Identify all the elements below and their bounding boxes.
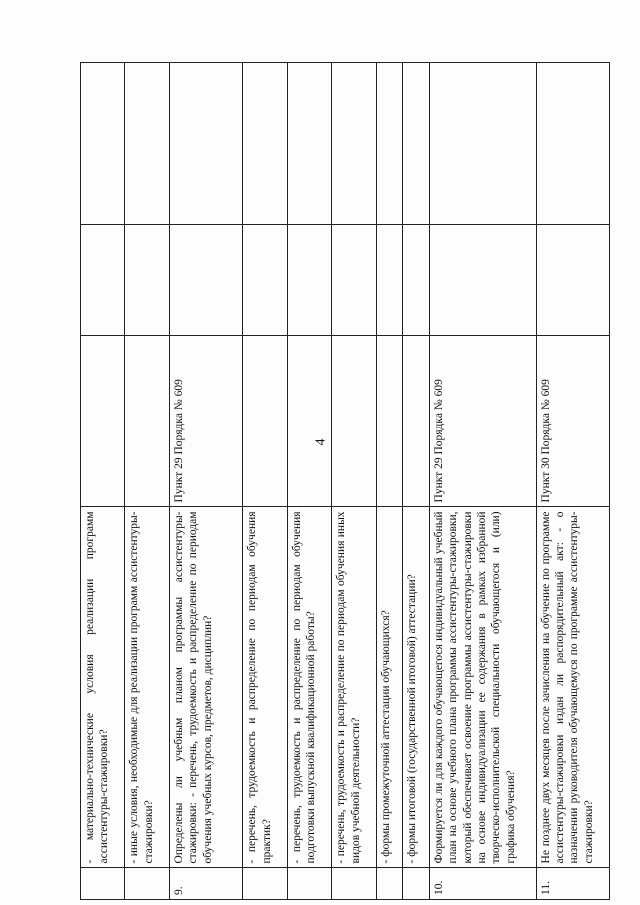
row-number [376, 868, 403, 900]
table-row [125, 63, 169, 900]
row-reference: Пункт 30 Порядка № 609 [536, 335, 609, 507]
empty-cell [429, 63, 536, 225]
page-number: 4 [313, 438, 329, 446]
row-number [81, 868, 125, 900]
table-row [287, 63, 331, 900]
empty-cell [332, 224, 376, 335]
empty-cell [243, 63, 287, 225]
row-question: Определены ли учебным планом программы ассистентуры-стажировки: - перечень, трудоемкость и распределение по периодам обучения учебных курсов, предметов, дисциплин? [169, 507, 242, 868]
table-row [169, 63, 242, 900]
empty-cell [81, 224, 125, 335]
row-number [243, 868, 287, 900]
empty-cell [403, 63, 430, 225]
empty-cell [287, 63, 331, 225]
row-question: - формы промежуточной аттестации обучающихся? [376, 507, 403, 868]
table-row [81, 63, 125, 900]
row-question: Формируется ли для каждого обучающегося индивидуальный учебный план на основе учебного плана программы ассистентуры-стажировки, который обеспечивает освоение программы ассистентуры-стажировки на основе индивидуализации ее содержания в рамках избранной творческо-исполнительской специальности обучающегося и (или) графика обучения? [429, 507, 536, 868]
empty-cell [429, 224, 536, 335]
row-question: - материально-технические условия реализации программ ассистентуры-стажировки? [81, 507, 125, 868]
table-row [536, 63, 609, 900]
row-reference [81, 335, 125, 507]
row-reference: Пункт 29 Порядка № 609 [169, 335, 242, 507]
empty-cell [125, 224, 169, 335]
row-reference [125, 335, 169, 507]
empty-cell [376, 224, 403, 335]
empty-cell [287, 224, 331, 335]
row-number [125, 868, 169, 900]
row-reference [287, 335, 331, 507]
table-row [332, 63, 376, 900]
table-row [429, 63, 536, 900]
row-number [332, 868, 376, 900]
row-question: - формы итоговой (государственной итоговой) аттестации? [403, 507, 430, 868]
empty-cell [169, 224, 242, 335]
row-question: - перечень, трудоемкость и распределение по периодам обучения подготовки выпускной квалификационной работы? [287, 507, 331, 868]
row-number: 10. [429, 868, 536, 900]
empty-cell [332, 63, 376, 225]
table-row [403, 63, 430, 900]
empty-cell [81, 63, 125, 225]
empty-cell [376, 63, 403, 225]
empty-cell [169, 63, 242, 225]
empty-cell [403, 224, 430, 335]
row-question: Не позднее двух месяцев после зачисления на обучение по программе ассистентуры-стажировки издан ли распорядительный акт: - о назначении руководителя обучающемуся по программе ассистентуры-стажировки? [536, 507, 609, 868]
row-reference [376, 335, 403, 507]
empty-cell [243, 224, 287, 335]
row-reference: Пункт 29 Порядка № 609 [429, 335, 536, 507]
table-row [376, 63, 403, 900]
checklist-table [80, 62, 610, 900]
empty-cell [536, 63, 609, 225]
checklist-table-rotated [80, 62, 610, 900]
row-reference [243, 335, 287, 507]
row-number: 9. [169, 868, 242, 900]
table-row [243, 63, 287, 900]
row-reference [332, 335, 376, 507]
row-question: - перечень, трудоемкость и распределение по периодам обучения иных видов учебной деятельности? [332, 507, 376, 868]
row-number: 11. [536, 868, 609, 900]
empty-cell [536, 224, 609, 335]
empty-cell [125, 63, 169, 225]
row-number [287, 868, 331, 900]
row-reference [403, 335, 430, 507]
row-question: - перечень, трудоемкость и распределение по периодам обучения практик? [243, 507, 287, 868]
row-question: - иные условия, необходимые для реализации программ ассистентуры-стажировки? [125, 507, 169, 868]
row-number [403, 868, 430, 900]
